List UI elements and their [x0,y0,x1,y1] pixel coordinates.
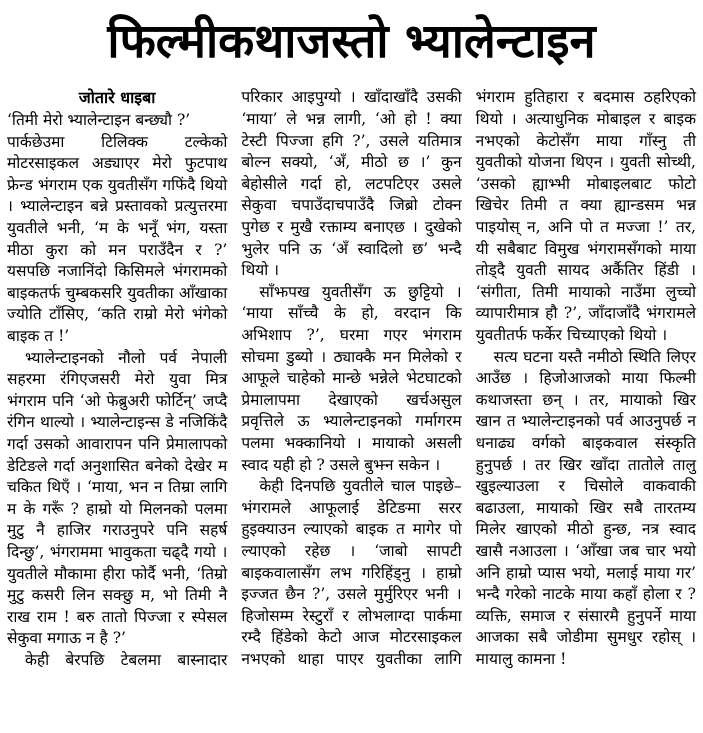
article-paragraph: केही दिनपछि युवतीले चाल पाइछे– भंगरामले आफूलाई डेटिङमा सरर हुइक्याउन ल्याएको बाइक त मागेर पो ल्याएको रहेछ । ‘जाबो सापटी बाइकवालासँग लभ गरिहिंड्नु । हाम्रो इज्जत छैन ?’, उसले मुर्मुरिएर भनी । हिजोसम्म रेस्टुराँ र लोभलाग्दा पार्कमा रम्दै हिंडेको केटो आज मोटरसाइकल नभएको थाहा पाएर युवतीका लागि [241,477,462,668]
article-paragraph: सत्य घटना यस्तै नमीठो स्थिति लिएर आउँछ । हिजोआजको माया फिल्मी कथाजस्ता छन् । तर, मायाको खिर खान त भ्यालेन्टाइनको पर्व आउनुपर्छ न धनाढ्य वर्गको बाइकवाल संस्कृति हुनुपर्छ । तर खिर खाँदा तातोले तालु खुइल्याउला र चिसोले वाकवाकी बढाउला, मायाको खिर सबै तारतम्य मिलेर खाएको मीठो हुन्छ, नत्र स्वाद खासै नआउला । ‘आँखा जब चार भयो अनि हाम्रो प्यास भयो, मलाई माया गर’ भन्दै गरेको नाटके माया कहाँ होला र ? व्यक्ति, समाज र संसारमै हुनुपर्ने माया आजका सबै जोडीमा सुमधुर रहोस् । मायालु कामना ! [475,347,696,668]
article-paragraph: साँझपख युवतीसँग ऊ छुट्टियो । ‘माया साँच्चै के हो, वरदान कि अभिशाप ?’, घरमा गएर भंगराम सोचमा डुब्यो । ठ्याक्कै मन मिलेको र आफूले चाहेको मान्छे भन्नेले भेटघाटको प्रेमालापमा देखाएको खर्चअसुल प्रवृत्तिले ऊ भ्यालेन्टाइनको गर्मागरम पलमा भक्कानियो । मायाको असली स्वाद यही हो ? उसले बुझ्न सकेन । [241,282,462,474]
article-column-3 [476,87,696,671]
article-column-1 [7,87,227,671]
article-headline: फिल्मीकथाजस्तो भ्यालेन्टाइन [107,14,596,69]
article-paragraph: भ्यालेन्टाइनको नौलो पर्व नेपाली सहरमा रंगिएजसरी मेरो युवा मित्र भंगराम पनि ‘ओ फेब्रुअरी फोर्टिन्’ जप्दै रंगिन थाल्यो । भ्यालेन्टाइन्स डे नजिकिंदै गर्दा उसको आवारापन पनि प्रेमालापको डेटिङले गर्दा अनुशासित बनेको देखेर म चकित थिएँ । ‘माया, भन न तिम्रा लागि म के गरूँ ? हाम्रो यो मिलनको पलमा मुटु नै हाजिर गराउनुपरे पनि सहर्ष दिन्छु’, भंगराममा भावुकता चढ्दै गयो । युवतीले मौकामा हीरा फोर्दै भनी, ‘तिम्रो मुटु कसरी लिन सक्छु म, भो तिमी नै राख राम ! बरु तातो पिज्जा र स्पेसल सेकुवा मगाऊ न है ?’ [7,348,228,648]
article-paragraph: परिकार आइपुग्यो । खाँदाखाँदै उसकी ‘माया’ ले भन्न लागी, ‘ओ हो ! क्या टेस्टी पिज्जा हगि ?’, उसले यतिमात्र बोल्न सक्यो, ‘अँ, मीठो छ ।’ कुन बेहोसीले गर्दा हो, लटपटिएर उसले सेकुवा चपाउँदाचपाउँदै जिब्रो टोक्न पुगेछ र मुखै रक्ताम्य बनाएछ । दुखेको भुलेर पनि ऊ ‘अँ स्वादिलो छ’ भन्दै थियो । [241,88,462,280]
article-paragraph: पार्कछेउमा टिलिक्क टल्केको मोटरसाइकल अड्याएर मेरो फुटपाथ फ्रेन्ड भंगराम एक युवतीसँग गफिंदै थियो । भ्यालेन्टाइन बन्ने प्रस्तावको प्रत्युत्तरमा युवतीले भनी, ‘म के भनूँ भंग, यस्ता मीठा कुरा को मन पराउँदैन र ?’ यसपछि नजानिंदो किसिमले भंगरामको बाइकतर्फ चुम्बकसरि युवतीका आँखाका ज्योति टाँसिए, ‘कति राम्रो मेरो भंगेको बाइक त !’ [7,132,228,345]
article-paragraph: भंगराम हुतिहारा र बदमास ठहरिएको थियो । अत्याधुनिक मोबाइल र बाइक नभएको केटोसँग माया गाँस्नु ती युवतीको योजना थिएन । युवती सोच्थी, ‘उसको ह्याभ्भी मोबाइलबाट फोटो खिचेर तिमी त क्या ह्यान्डसम भन्न पाइयोस् न, अनि पो त मज्जा !’ तर, यी सबैबाट विमुख भंगरामसँगको माया तोड्दै युवती सायद अर्कैतिर हिंडी । ‘संगीता, तिमी मायाको नाउँमा लुच्चो व्यापारीमात्र हौ ?’, जाँदाजाँदै भंगरामले युवतीतर्फ फर्केर चिच्याएको थियो । [475,88,696,344]
article-paragraph: केही बेरपछि टेबलमा बास्नादार [25,650,228,669]
article-paragraph: ‘तिमी मेरो भ्यालेन्टाइन बन्छ्यौ ?’ [7,111,191,130]
article-column-2 [241,87,461,671]
article-columns [0,87,703,671]
byline: जोतारे धाइबा [78,88,156,108]
